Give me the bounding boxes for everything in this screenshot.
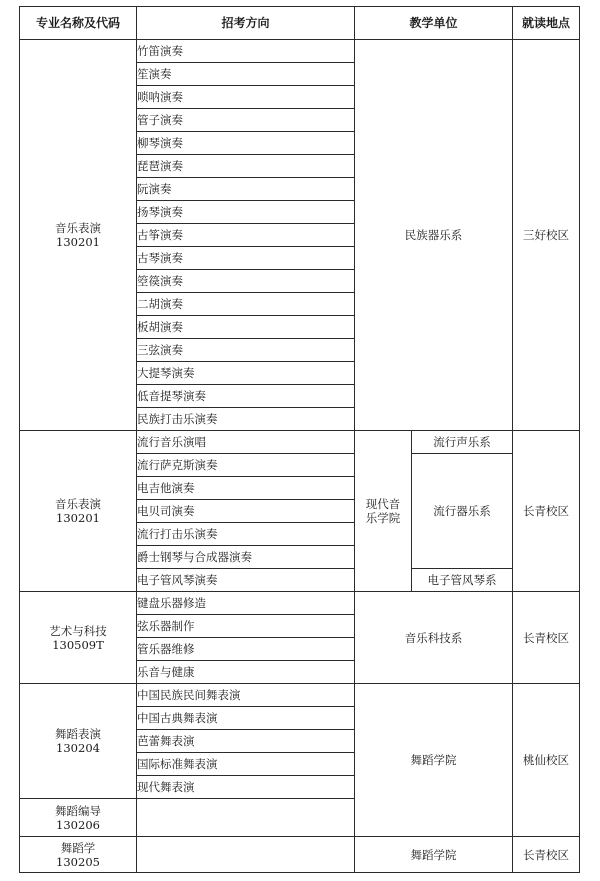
major-name: 艺术与科技 bbox=[49, 623, 107, 638]
major-code: 130206 bbox=[56, 817, 100, 832]
direction-cell: 低音提琴演奏 bbox=[137, 385, 355, 408]
major-cell bbox=[20, 799, 137, 837]
direction-cell: 流行打击乐演奏 bbox=[137, 523, 355, 546]
unit-line: 现代音 bbox=[365, 497, 401, 511]
location-cell: 长青校区 bbox=[513, 837, 580, 873]
table-row bbox=[20, 684, 580, 707]
table-row bbox=[20, 40, 580, 63]
major-code: 130201 bbox=[56, 511, 100, 525]
direction-cell: 阮演奏 bbox=[137, 178, 355, 201]
major-name: 音乐表演 bbox=[55, 221, 101, 235]
header-major: 专业名称及代码 bbox=[20, 7, 137, 40]
direction-cell: 竹笛演奏 bbox=[137, 40, 355, 63]
header-unit: 教学单位 bbox=[355, 7, 513, 40]
unit-line: 乐学院 bbox=[365, 511, 401, 525]
direction-cell: 中国民族民间舞表演 bbox=[137, 684, 355, 707]
direction-cell: 唢呐演奏 bbox=[137, 86, 355, 109]
direction-cell: 管子演奏 bbox=[137, 109, 355, 132]
direction-cell: 乐音与健康 bbox=[137, 661, 355, 684]
header-row bbox=[20, 7, 580, 40]
major-name: 舞蹈学 bbox=[60, 840, 96, 855]
sub-unit-cell: 电子管风琴系 bbox=[412, 569, 513, 592]
table-row bbox=[20, 431, 580, 454]
direction-cell: 三弦演奏 bbox=[137, 339, 355, 362]
major-cell bbox=[20, 431, 137, 592]
unit-cell: 音乐科技系 bbox=[355, 592, 513, 684]
direction-cell: 流行音乐演唱 bbox=[137, 431, 355, 454]
header-location: 就读地点 bbox=[513, 7, 580, 40]
sub-unit-cell: 流行器乐系 bbox=[412, 454, 513, 569]
direction-cell: 国际标准舞表演 bbox=[137, 753, 355, 776]
direction-cell: 电吉他演奏 bbox=[137, 477, 355, 500]
sub-unit-cell: 流行声乐系 bbox=[412, 431, 513, 454]
table-row bbox=[20, 592, 580, 615]
direction-cell: 扬琴演奏 bbox=[137, 201, 355, 224]
direction-cell: 板胡演奏 bbox=[137, 316, 355, 339]
direction-cell: 笙演奏 bbox=[137, 63, 355, 86]
unit-cell: 舞蹈学院 bbox=[355, 684, 513, 837]
direction-cell: 弦乐器制作 bbox=[137, 615, 355, 638]
direction-cell: 民族打击乐演奏 bbox=[137, 408, 355, 431]
direction-cell: 电子管风琴演奏 bbox=[137, 569, 355, 592]
direction-cell: 大提琴演奏 bbox=[137, 362, 355, 385]
major-cell bbox=[20, 684, 137, 799]
major-name: 舞蹈表演 bbox=[55, 727, 101, 741]
direction-cell-empty bbox=[137, 799, 355, 837]
direction-cell: 箜篌演奏 bbox=[137, 270, 355, 293]
major-name: 舞蹈编导 bbox=[55, 803, 101, 818]
table-row bbox=[20, 837, 580, 873]
admission-table bbox=[19, 6, 580, 873]
direction-cell: 流行萨克斯演奏 bbox=[137, 454, 355, 477]
direction-cell: 柳琴演奏 bbox=[137, 132, 355, 155]
location-cell: 三好校区 bbox=[513, 40, 580, 431]
location-cell: 桃仙校区 bbox=[513, 684, 580, 837]
major-name: 音乐表演 bbox=[55, 497, 101, 511]
direction-cell: 中国古典舞表演 bbox=[137, 707, 355, 730]
direction-cell: 芭蕾舞表演 bbox=[137, 730, 355, 753]
direction-cell-empty bbox=[137, 837, 355, 873]
direction-cell: 电贝司演奏 bbox=[137, 500, 355, 523]
unit-cell bbox=[355, 431, 412, 592]
major-code: 130204 bbox=[56, 741, 100, 755]
unit-cell: 舞蹈学院 bbox=[355, 837, 513, 873]
major-code: 130509T bbox=[52, 637, 104, 652]
header-direction: 招考方向 bbox=[137, 7, 355, 40]
unit-cell: 民族器乐系 bbox=[355, 40, 513, 431]
direction-cell: 管乐器维修 bbox=[137, 638, 355, 661]
direction-cell: 二胡演奏 bbox=[137, 293, 355, 316]
direction-cell: 琵琶演奏 bbox=[137, 155, 355, 178]
major-cell bbox=[20, 40, 137, 431]
major-code: 130201 bbox=[56, 235, 100, 249]
direction-cell: 现代舞表演 bbox=[137, 776, 355, 799]
direction-cell: 古琴演奏 bbox=[137, 247, 355, 270]
location-cell: 长青校区 bbox=[513, 431, 580, 592]
major-cell bbox=[20, 837, 137, 873]
major-code: 130205 bbox=[56, 854, 100, 869]
major-cell bbox=[20, 592, 137, 684]
location-cell: 长青校区 bbox=[513, 592, 580, 684]
direction-cell: 键盘乐器修造 bbox=[137, 592, 355, 615]
direction-cell: 古筝演奏 bbox=[137, 224, 355, 247]
direction-cell: 爵士钢琴与合成器演奏 bbox=[137, 546, 355, 569]
